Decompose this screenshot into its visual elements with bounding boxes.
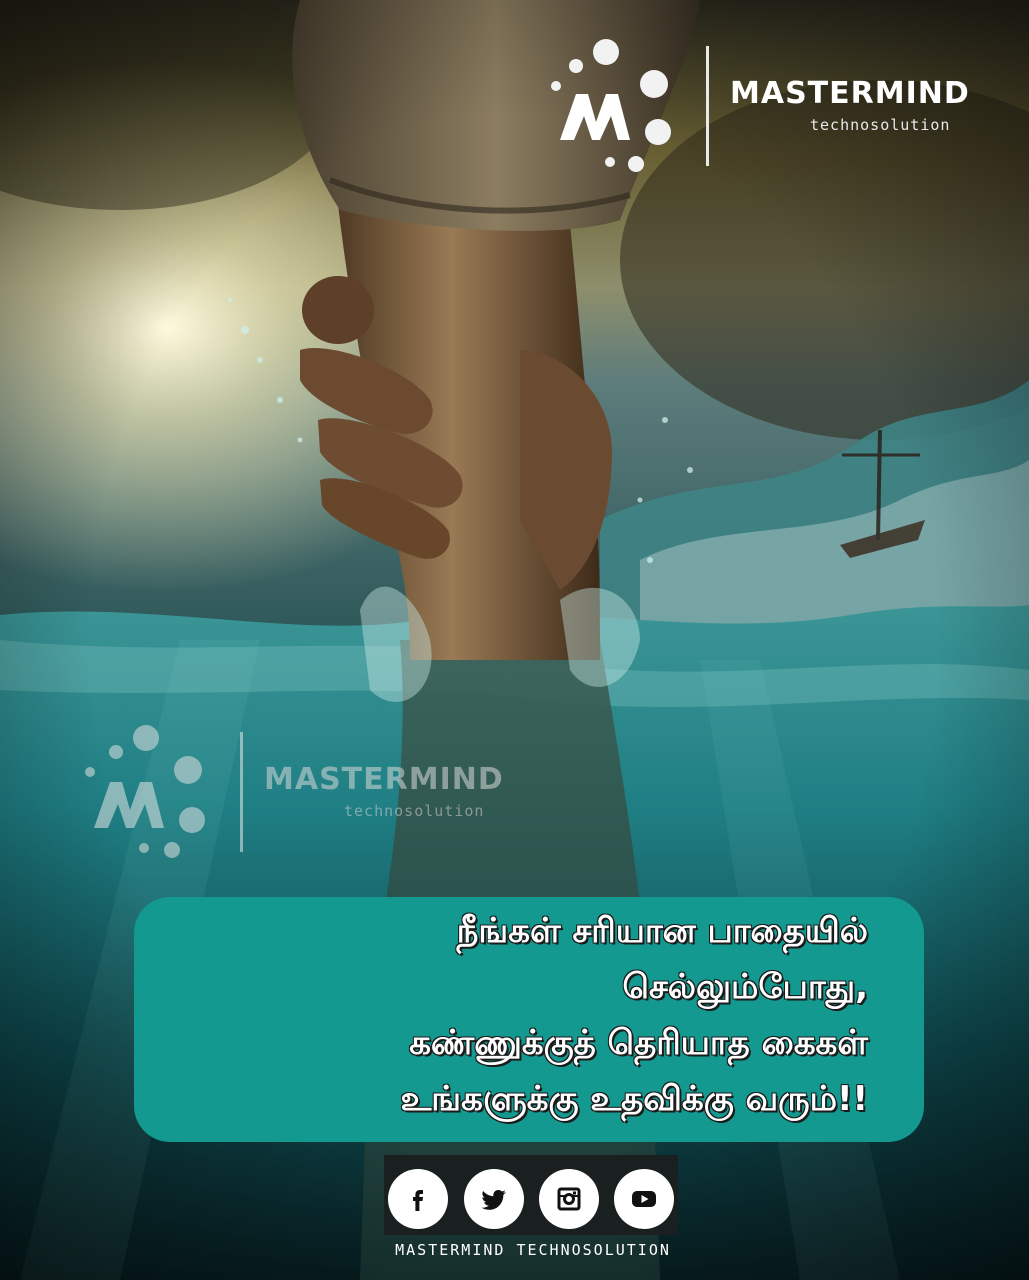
youtube-button[interactable]: [614, 1169, 674, 1229]
watermark-divider: [240, 732, 243, 852]
brand-logo-watermark: [82, 722, 522, 862]
mastermind-watermark-icon: [82, 722, 217, 862]
watermark-brand-name: MASTERMIND: [264, 762, 504, 797]
footer-brand-name: MASTERMIND TECHNOSOLUTION: [395, 1241, 671, 1259]
logo-divider: [706, 46, 709, 166]
watermark-subtitle: technosolution: [344, 802, 485, 820]
brand-subtitle: technosolution: [810, 116, 951, 134]
twitter-button[interactable]: [464, 1169, 524, 1229]
quote-line: நீங்கள் சரியான பாதையில்: [456, 911, 868, 951]
brand-name: MASTERMIND: [730, 76, 970, 111]
quote-line: உங்களுக்கு உதவிக்கு வரும்!!: [400, 1079, 868, 1119]
facebook-icon: [403, 1184, 433, 1214]
quote-box: [134, 897, 924, 1142]
facebook-button[interactable]: [388, 1169, 448, 1229]
quote-line: கண்ணுக்குத் தெரியாத கைகள்: [409, 1023, 868, 1063]
instagram-button[interactable]: [539, 1169, 599, 1229]
twitter-icon: [479, 1184, 509, 1214]
youtube-icon: [629, 1184, 659, 1214]
brand-logo-top: [548, 36, 988, 176]
instagram-icon: [554, 1184, 584, 1214]
social-links: [384, 1155, 678, 1235]
mastermind-logo-icon: [548, 36, 683, 176]
quote-line: செல்லும்போது,: [622, 967, 868, 1007]
